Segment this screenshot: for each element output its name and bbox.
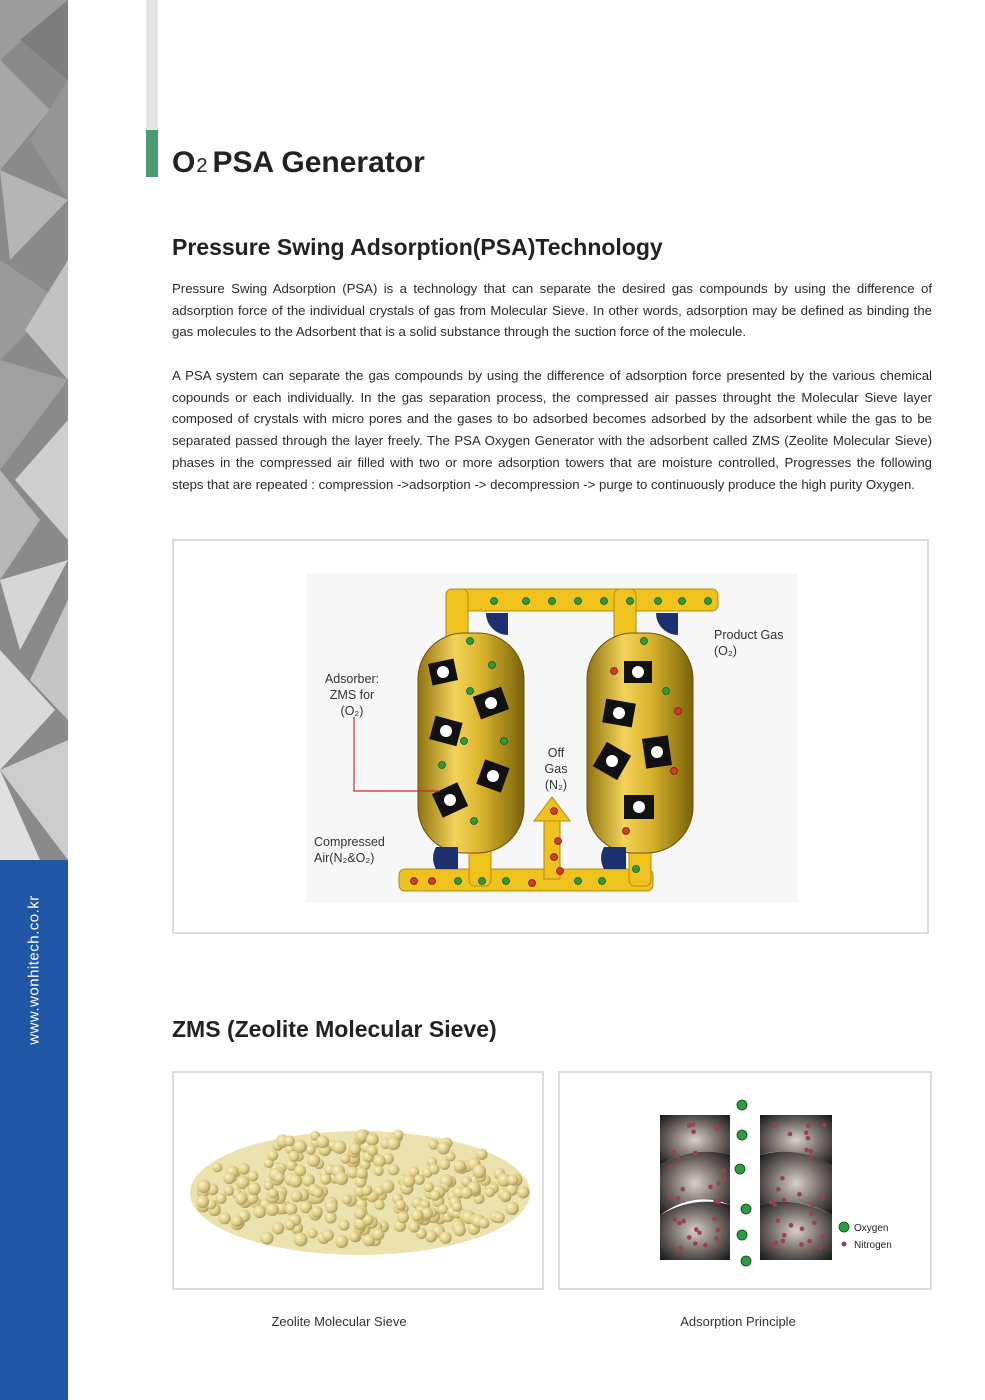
bead bbox=[253, 1205, 266, 1218]
compressed-air-label-2: Air(N₂&O₂) bbox=[314, 851, 375, 865]
nitrogen-dot bbox=[691, 1129, 696, 1134]
nitrogen-dot bbox=[769, 1243, 774, 1248]
bead bbox=[349, 1143, 361, 1155]
nitrogen-dot bbox=[810, 1203, 815, 1208]
website-url: www.wonhitech.co.kr bbox=[25, 895, 43, 1045]
bead bbox=[248, 1182, 261, 1195]
bead bbox=[381, 1180, 394, 1193]
nitrogen-dot bbox=[716, 1228, 721, 1233]
bead bbox=[219, 1212, 231, 1224]
bead bbox=[340, 1154, 350, 1164]
nitrogen-dot bbox=[797, 1192, 802, 1197]
nitrogen-dot bbox=[681, 1219, 686, 1224]
offgas-label-3: (N₂) bbox=[544, 778, 568, 792]
bead bbox=[479, 1218, 490, 1229]
bead bbox=[349, 1231, 360, 1242]
bead bbox=[425, 1230, 437, 1242]
nitrogen-dot bbox=[782, 1198, 787, 1203]
nitrogen-dot bbox=[812, 1221, 817, 1226]
nitrogen-dot bbox=[818, 1245, 823, 1250]
bead bbox=[274, 1172, 285, 1183]
bead bbox=[373, 1155, 386, 1168]
adsorber-label: Adsorber: bbox=[324, 672, 380, 686]
nitrogen-dot bbox=[668, 1165, 673, 1170]
bead bbox=[387, 1137, 400, 1150]
nitrogen-dot bbox=[800, 1227, 805, 1232]
bead bbox=[397, 1211, 409, 1223]
nitrogen-dot bbox=[712, 1217, 717, 1222]
bead bbox=[284, 1136, 295, 1147]
bead bbox=[438, 1204, 448, 1214]
zeolite-image bbox=[172, 1071, 544, 1290]
offgas-label: Off bbox=[547, 746, 565, 760]
page-title bbox=[172, 146, 425, 180]
bead bbox=[307, 1154, 320, 1167]
bead bbox=[505, 1202, 519, 1216]
nitrogen-dot bbox=[806, 1136, 811, 1141]
bead bbox=[266, 1203, 279, 1216]
bead bbox=[356, 1168, 367, 1179]
accent-bar-green bbox=[146, 130, 158, 177]
bead bbox=[335, 1235, 348, 1248]
nitrogen-dot bbox=[672, 1150, 677, 1155]
nitrogen-dot bbox=[687, 1123, 692, 1128]
bead bbox=[285, 1203, 297, 1215]
offgas-label-2: Gas bbox=[544, 762, 568, 776]
caption-zeolite: Zeolite Molecular Sieve bbox=[271, 1314, 407, 1329]
nitrogen-dot bbox=[809, 1211, 814, 1216]
nitrogen-dot bbox=[693, 1241, 698, 1246]
bead bbox=[453, 1224, 466, 1237]
bead bbox=[335, 1172, 349, 1186]
nitrogen-dot bbox=[677, 1221, 682, 1226]
accent-bar-grey bbox=[146, 0, 158, 130]
nitrogen-dot bbox=[716, 1200, 721, 1205]
bead bbox=[354, 1207, 366, 1219]
bead bbox=[238, 1163, 250, 1175]
bead bbox=[367, 1145, 378, 1156]
bead bbox=[231, 1215, 243, 1227]
nitrogen-dot bbox=[789, 1223, 794, 1228]
bead bbox=[285, 1220, 296, 1231]
zms-heading-rest: (Zeolite Molecular Sieve) bbox=[226, 1016, 497, 1042]
zms-heading-bold: ZMS bbox=[172, 1016, 221, 1042]
nitrogen-dot bbox=[804, 1130, 809, 1135]
nitrogen-dot bbox=[693, 1151, 698, 1156]
bead bbox=[342, 1194, 352, 1204]
nitrogen-dot bbox=[809, 1149, 814, 1154]
bead bbox=[294, 1165, 306, 1177]
nitrogen-dot bbox=[673, 1217, 678, 1222]
bead bbox=[311, 1206, 322, 1217]
bead bbox=[507, 1175, 518, 1186]
nitrogen-dot bbox=[820, 1235, 825, 1240]
product-gas-label: Product Gas bbox=[714, 628, 784, 642]
title-main: PSA Generator bbox=[212, 146, 425, 179]
psa-diagram bbox=[172, 539, 929, 934]
bead bbox=[235, 1192, 248, 1205]
nitrogen-dot bbox=[714, 1125, 719, 1130]
bead bbox=[307, 1228, 317, 1238]
side-band bbox=[0, 0, 68, 1400]
nitrogen-dot bbox=[676, 1196, 681, 1201]
nitrogen-dot bbox=[780, 1176, 785, 1181]
nitrogen-dot bbox=[782, 1233, 787, 1238]
bead bbox=[501, 1191, 511, 1201]
bead bbox=[272, 1222, 284, 1234]
bead bbox=[374, 1200, 385, 1211]
nitrogen-dot bbox=[703, 1243, 708, 1248]
bead bbox=[260, 1232, 273, 1245]
psa-diagram-svg bbox=[174, 541, 931, 936]
bead bbox=[338, 1219, 349, 1230]
decorative-pattern bbox=[0, 0, 68, 860]
adsorption-principle-image bbox=[558, 1071, 932, 1290]
nitrogen-dot bbox=[773, 1241, 778, 1246]
caption-adsorption: Adsorption Principle bbox=[680, 1314, 796, 1329]
nitrogen-dot bbox=[806, 1124, 811, 1129]
paragraph-2: A PSA system can separate the gas compounds by using the difference of adsorption force presented by the various chemical copounds or each individually. In the gas separation process, the compressed air passes throught the Molecular Sieve layer composed of crystals with micro pores and the gases to bo adsorbed becomes adsorbed by the adsorbent while the gas to be separated passed through the layer freely. The PSA Oxygen Generator with the adsorbent called ZMS (Zeolite Molecular Sieve) phases in the compressed air filled with two or more adsorption towers that are moisture controlled, Progresses the following steps that are repeated : compression ->adsorption -> decompression -> purge to continuously produce the high purity Oxygen. bbox=[172, 368, 932, 492]
nitrogen-dot bbox=[781, 1239, 786, 1244]
bead bbox=[196, 1195, 209, 1208]
bead bbox=[268, 1150, 279, 1161]
nitrogen-dot bbox=[804, 1148, 809, 1153]
bead bbox=[216, 1193, 227, 1204]
legend-oxygen: Oxygen bbox=[854, 1223, 889, 1234]
bead bbox=[333, 1140, 347, 1154]
bead bbox=[408, 1221, 420, 1233]
bead bbox=[472, 1165, 486, 1179]
nitrogen-dot bbox=[691, 1122, 696, 1127]
nitrogen-dot bbox=[722, 1176, 727, 1181]
nitrogen-dot bbox=[680, 1187, 685, 1192]
bead bbox=[452, 1202, 462, 1212]
nitrogen-dot bbox=[697, 1230, 702, 1235]
bead bbox=[485, 1187, 495, 1197]
section-heading: Pressure Swing Adsorption(PSA)Technology bbox=[172, 234, 663, 260]
nitrogen-dot bbox=[717, 1181, 722, 1186]
bead bbox=[224, 1185, 235, 1196]
bead bbox=[223, 1172, 235, 1184]
zeolite-beads-svg bbox=[174, 1073, 544, 1290]
bead bbox=[414, 1174, 425, 1185]
bead bbox=[325, 1212, 337, 1224]
bead bbox=[411, 1209, 424, 1222]
nitrogen-dot bbox=[708, 1185, 713, 1190]
nitrogen-dot bbox=[775, 1218, 780, 1223]
bead bbox=[372, 1228, 384, 1240]
legend-nitrogen: Nitrogen bbox=[854, 1240, 892, 1251]
bead bbox=[517, 1186, 529, 1198]
nitrogen-dot bbox=[809, 1155, 814, 1160]
adsorption-principle-svg bbox=[560, 1073, 932, 1290]
nitrogen-dot bbox=[799, 1242, 804, 1247]
bead bbox=[429, 1164, 440, 1175]
bead bbox=[460, 1187, 472, 1199]
nitrogen-dot bbox=[722, 1168, 727, 1173]
bead bbox=[289, 1151, 300, 1162]
nitrogen-dot bbox=[675, 1154, 680, 1159]
bead bbox=[294, 1233, 308, 1247]
bead bbox=[388, 1164, 399, 1175]
adsorber-label-2: ZMS for bbox=[329, 688, 375, 702]
nitrogen-dot bbox=[773, 1123, 778, 1128]
bead bbox=[291, 1190, 303, 1202]
bead bbox=[454, 1160, 466, 1172]
bead bbox=[197, 1179, 211, 1193]
bead bbox=[373, 1166, 383, 1176]
bead bbox=[316, 1135, 329, 1148]
title-prefix: O bbox=[172, 146, 196, 179]
bead bbox=[402, 1175, 415, 1188]
nitrogen-dot bbox=[668, 1196, 673, 1201]
bead bbox=[439, 1232, 451, 1244]
bead bbox=[306, 1145, 316, 1155]
adsorber-label-3: (O₂) bbox=[340, 704, 364, 718]
nitrogen-dot bbox=[807, 1239, 812, 1244]
title-subscript: 2 bbox=[196, 155, 208, 177]
bead bbox=[268, 1188, 278, 1198]
bead bbox=[248, 1171, 259, 1182]
bead bbox=[494, 1212, 505, 1223]
bead bbox=[322, 1229, 334, 1241]
paragraph-1: Pressure Swing Adsorption (PSA) is a technology that can separate the desired gas compounds by using the difference of adsorption force of the individual crystals of gas from Molecular Sieve. In other words, adsorption may be defined as binding the gas molecules to the Adsorbent that is a solid substance through the suction force of the molecule. bbox=[172, 281, 932, 340]
nitrogen-dot bbox=[820, 1196, 825, 1201]
legend-nitrogen-dot bbox=[842, 1242, 847, 1247]
bead bbox=[476, 1148, 488, 1160]
nitrogen-dot bbox=[715, 1236, 720, 1241]
zms-heading bbox=[172, 1016, 497, 1043]
bead bbox=[437, 1141, 450, 1154]
bead bbox=[212, 1162, 222, 1172]
bead bbox=[430, 1190, 441, 1201]
nitrogen-dot bbox=[788, 1132, 793, 1137]
bead bbox=[325, 1201, 338, 1214]
nitrogen-dot bbox=[769, 1200, 774, 1205]
nitrogen-dot bbox=[678, 1246, 683, 1251]
nitrogen-dot bbox=[776, 1187, 781, 1192]
bead bbox=[395, 1200, 406, 1211]
nitrogen-dot bbox=[822, 1123, 827, 1128]
bead bbox=[366, 1133, 379, 1146]
product-gas-label-2: (O₂) bbox=[714, 644, 737, 658]
bead bbox=[313, 1187, 323, 1197]
nitrogen-dot bbox=[687, 1235, 692, 1240]
compressed-air-label: Compressed bbox=[314, 835, 385, 849]
